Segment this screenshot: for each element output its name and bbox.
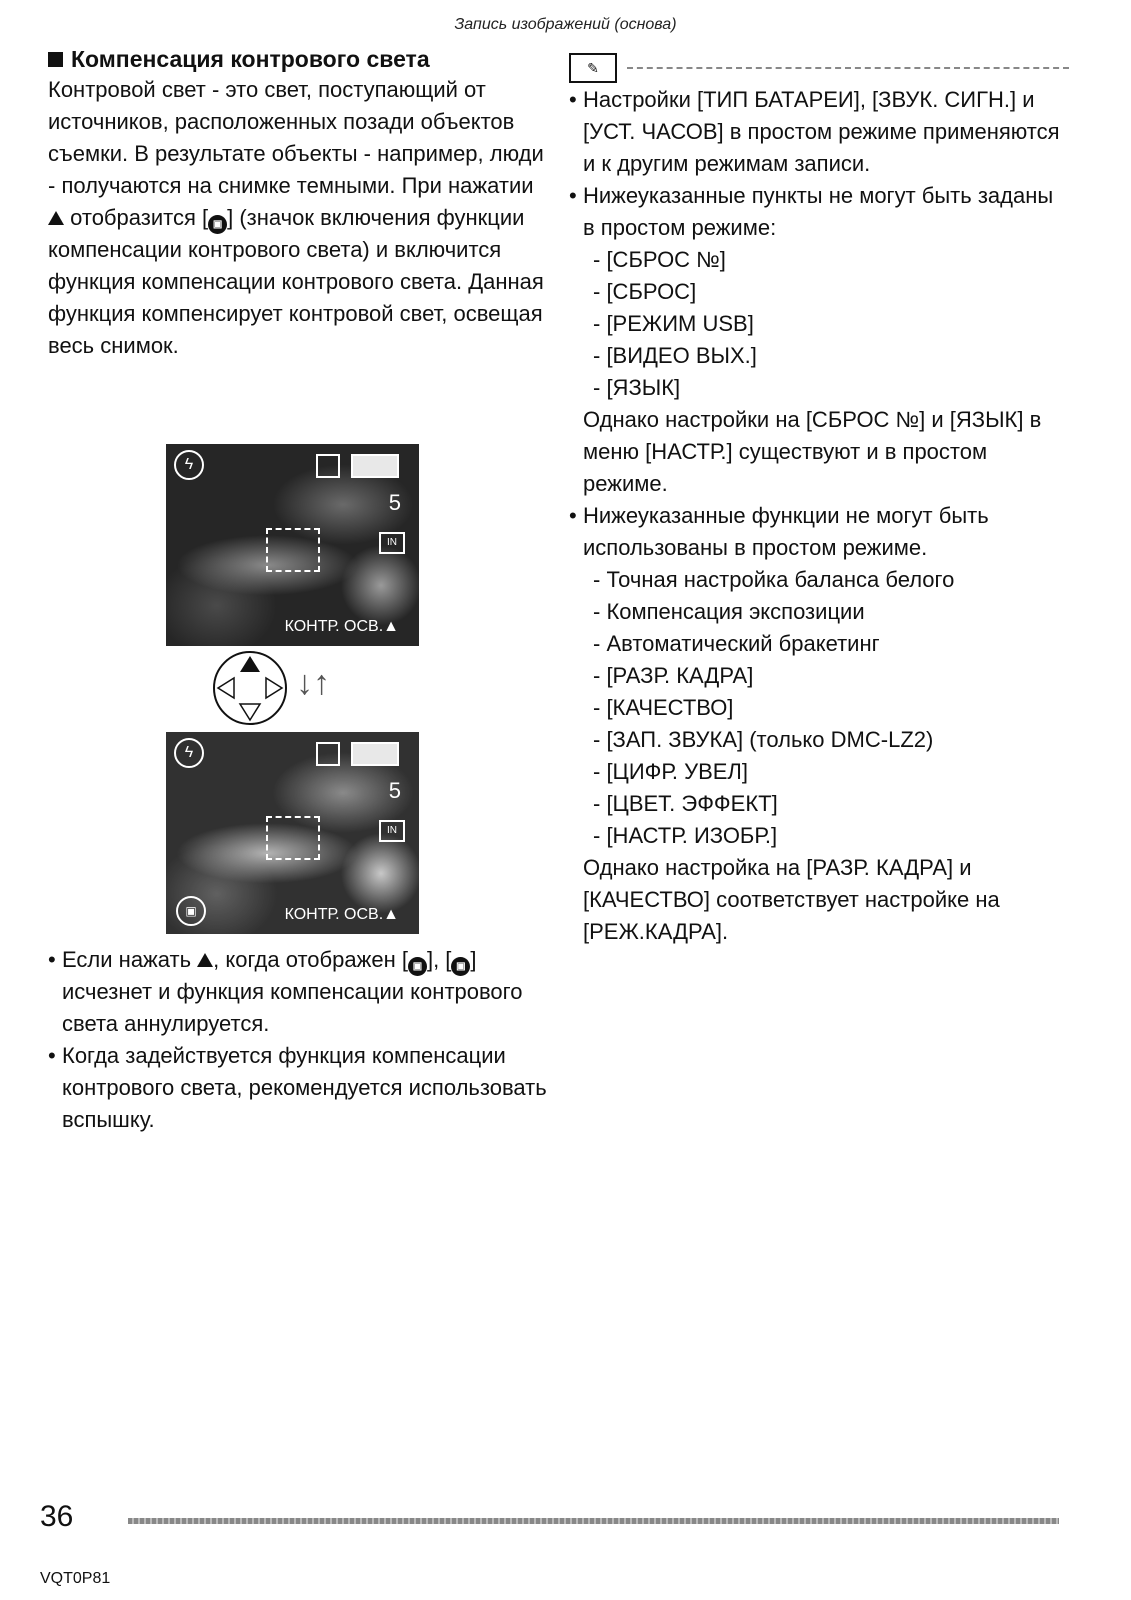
remaining-shots: 5 bbox=[388, 490, 401, 515]
functions-list bbox=[583, 564, 1069, 852]
section-title: Компенсация контрового света bbox=[48, 44, 548, 74]
footer-bar bbox=[128, 1518, 1059, 1524]
list-item: - [КАЧЕСТВО] bbox=[593, 695, 734, 720]
single-shot-icon bbox=[316, 454, 340, 478]
page-header: Запись изображений (основа) bbox=[454, 16, 677, 33]
list-item: - Автоматический бракетинг bbox=[593, 631, 880, 656]
list-item: - [ЦВЕТ. ЭФФЕКТ] bbox=[593, 791, 778, 816]
toggle-arrows: ↓↑ bbox=[296, 664, 330, 702]
document-code: VQT0P81 bbox=[40, 1570, 111, 1587]
list-item: - [РАЗР. КАДРА] bbox=[593, 663, 754, 688]
flash-icon: ϟ bbox=[174, 450, 204, 480]
right-column bbox=[569, 54, 1069, 948]
up-arrow-icon bbox=[48, 211, 64, 225]
note-items: • Нижеуказанные пункты не могут быть заданы в простом режиме: - [СБРОС №] - [СБРОС] - [РЕЖИМ USB] - [ВИДЕО ВЫХ.] - [ЯЗЫК] Однако настройки на [СБРОС №] и [ЯЗЫК] в меню [НАСТР.] существуют и в простом режиме. bbox=[569, 180, 1069, 500]
note-settings: • Настройки [ТИП БАТАРЕИ], [ЗВУК. СИГН.] и [УСТ. ЧАСОВ] в простом режиме применяются и к другим режимам записи. bbox=[569, 84, 1069, 180]
right-bullets bbox=[569, 84, 1069, 948]
list-item: - [ЯЗЫК] bbox=[593, 375, 681, 400]
battery-icon bbox=[351, 742, 399, 766]
note-header bbox=[569, 54, 1069, 82]
list-item: - Точная настройка баланса белого bbox=[593, 567, 955, 592]
battery-icon bbox=[351, 454, 399, 478]
single-shot-icon bbox=[316, 742, 340, 766]
up-arrow-icon bbox=[197, 953, 213, 967]
list-item: - [СБРОС №] bbox=[593, 247, 726, 272]
backlight-icon: ▣ bbox=[408, 957, 427, 976]
left-column bbox=[48, 44, 548, 362]
backlight-icon: ▣ bbox=[176, 896, 206, 926]
list-item: - [СБРОС] bbox=[593, 279, 697, 304]
backlight-icon: ▣ bbox=[208, 215, 227, 234]
backlight-label: КОНТР. ОСВ.▲ bbox=[284, 906, 399, 923]
list-item: - Компенсация экспозиции bbox=[593, 599, 865, 624]
camera-screen-after bbox=[166, 732, 419, 934]
flash-icon: ϟ bbox=[174, 738, 204, 768]
page-number: 36 bbox=[40, 1500, 74, 1533]
list-item: - [РЕЖИМ USB] bbox=[593, 311, 754, 336]
backlight-icon: ▣ bbox=[451, 957, 470, 976]
note-icon: ✎ bbox=[569, 53, 617, 83]
divider bbox=[627, 67, 1069, 69]
list-item: - [ЦИФР. УВЕЛ] bbox=[593, 759, 748, 784]
list-item: - [НАСТР. ИЗОБР.] bbox=[593, 823, 778, 848]
remaining-shots: 5 bbox=[388, 778, 401, 803]
intro-paragraph: Контровой свет - это свет, поступающий от источников, расположенных позади объектов съемки. В результате объекты - например, люди - получаются на снимке темными. При нажатии отобразится [ ▣ ] (значок включения функции компенсации контрового света) и включится функция компенсации контрового света. Данная функция компенсирует контровой свет, освещая весь снимок. bbox=[48, 77, 544, 358]
camera-screen-before bbox=[166, 444, 419, 646]
left-bullets bbox=[48, 944, 548, 1136]
internal-memory-icon: IN bbox=[379, 532, 405, 554]
cursor-pad-icon bbox=[212, 650, 288, 726]
focus-frame bbox=[266, 528, 320, 572]
note-flash: • Когда задействуется функция компенсации контрового света, рекомендуется использовать вспышку. bbox=[48, 1040, 548, 1136]
note-cancel: • Если нажать , когда отображен [ ▣ ], [ ▣ ] исчезнет и функция компенсации контрового света аннулируется. bbox=[48, 944, 548, 1040]
list-item: - [ЗАП. ЗВУКА] (только DMC-LZ2) bbox=[593, 727, 934, 752]
focus-frame bbox=[266, 816, 320, 860]
internal-memory-icon: IN bbox=[379, 820, 405, 842]
backlight-label: КОНТР. ОСВ.▲ bbox=[284, 618, 399, 635]
note-functions: • Нижеуказанные функции не могут быть использованы в простом режиме. - Точная настройка баланса белого - Компенсация экспозиции - Автоматический бракетинг - [РАЗР. КАДРА] - [КАЧЕСТВО] - [ЗАП. ЗВУКА] (только DMC-LZ2) - [ЦИФР. УВЕЛ] - [ЦВЕТ. ЭФФЕКТ] - [НАСТР. ИЗОБР.] Однако настройка на [РАЗР. КАДРА] и [КАЧЕСТВО] соответствует настройке на [РЕЖ.КАДРА]. bbox=[569, 500, 1069, 948]
list-item: - [ВИДЕО ВЫХ.] bbox=[593, 343, 757, 368]
bullet-square-icon bbox=[48, 52, 63, 67]
items-list bbox=[583, 244, 1069, 404]
left-notes bbox=[48, 944, 548, 1136]
